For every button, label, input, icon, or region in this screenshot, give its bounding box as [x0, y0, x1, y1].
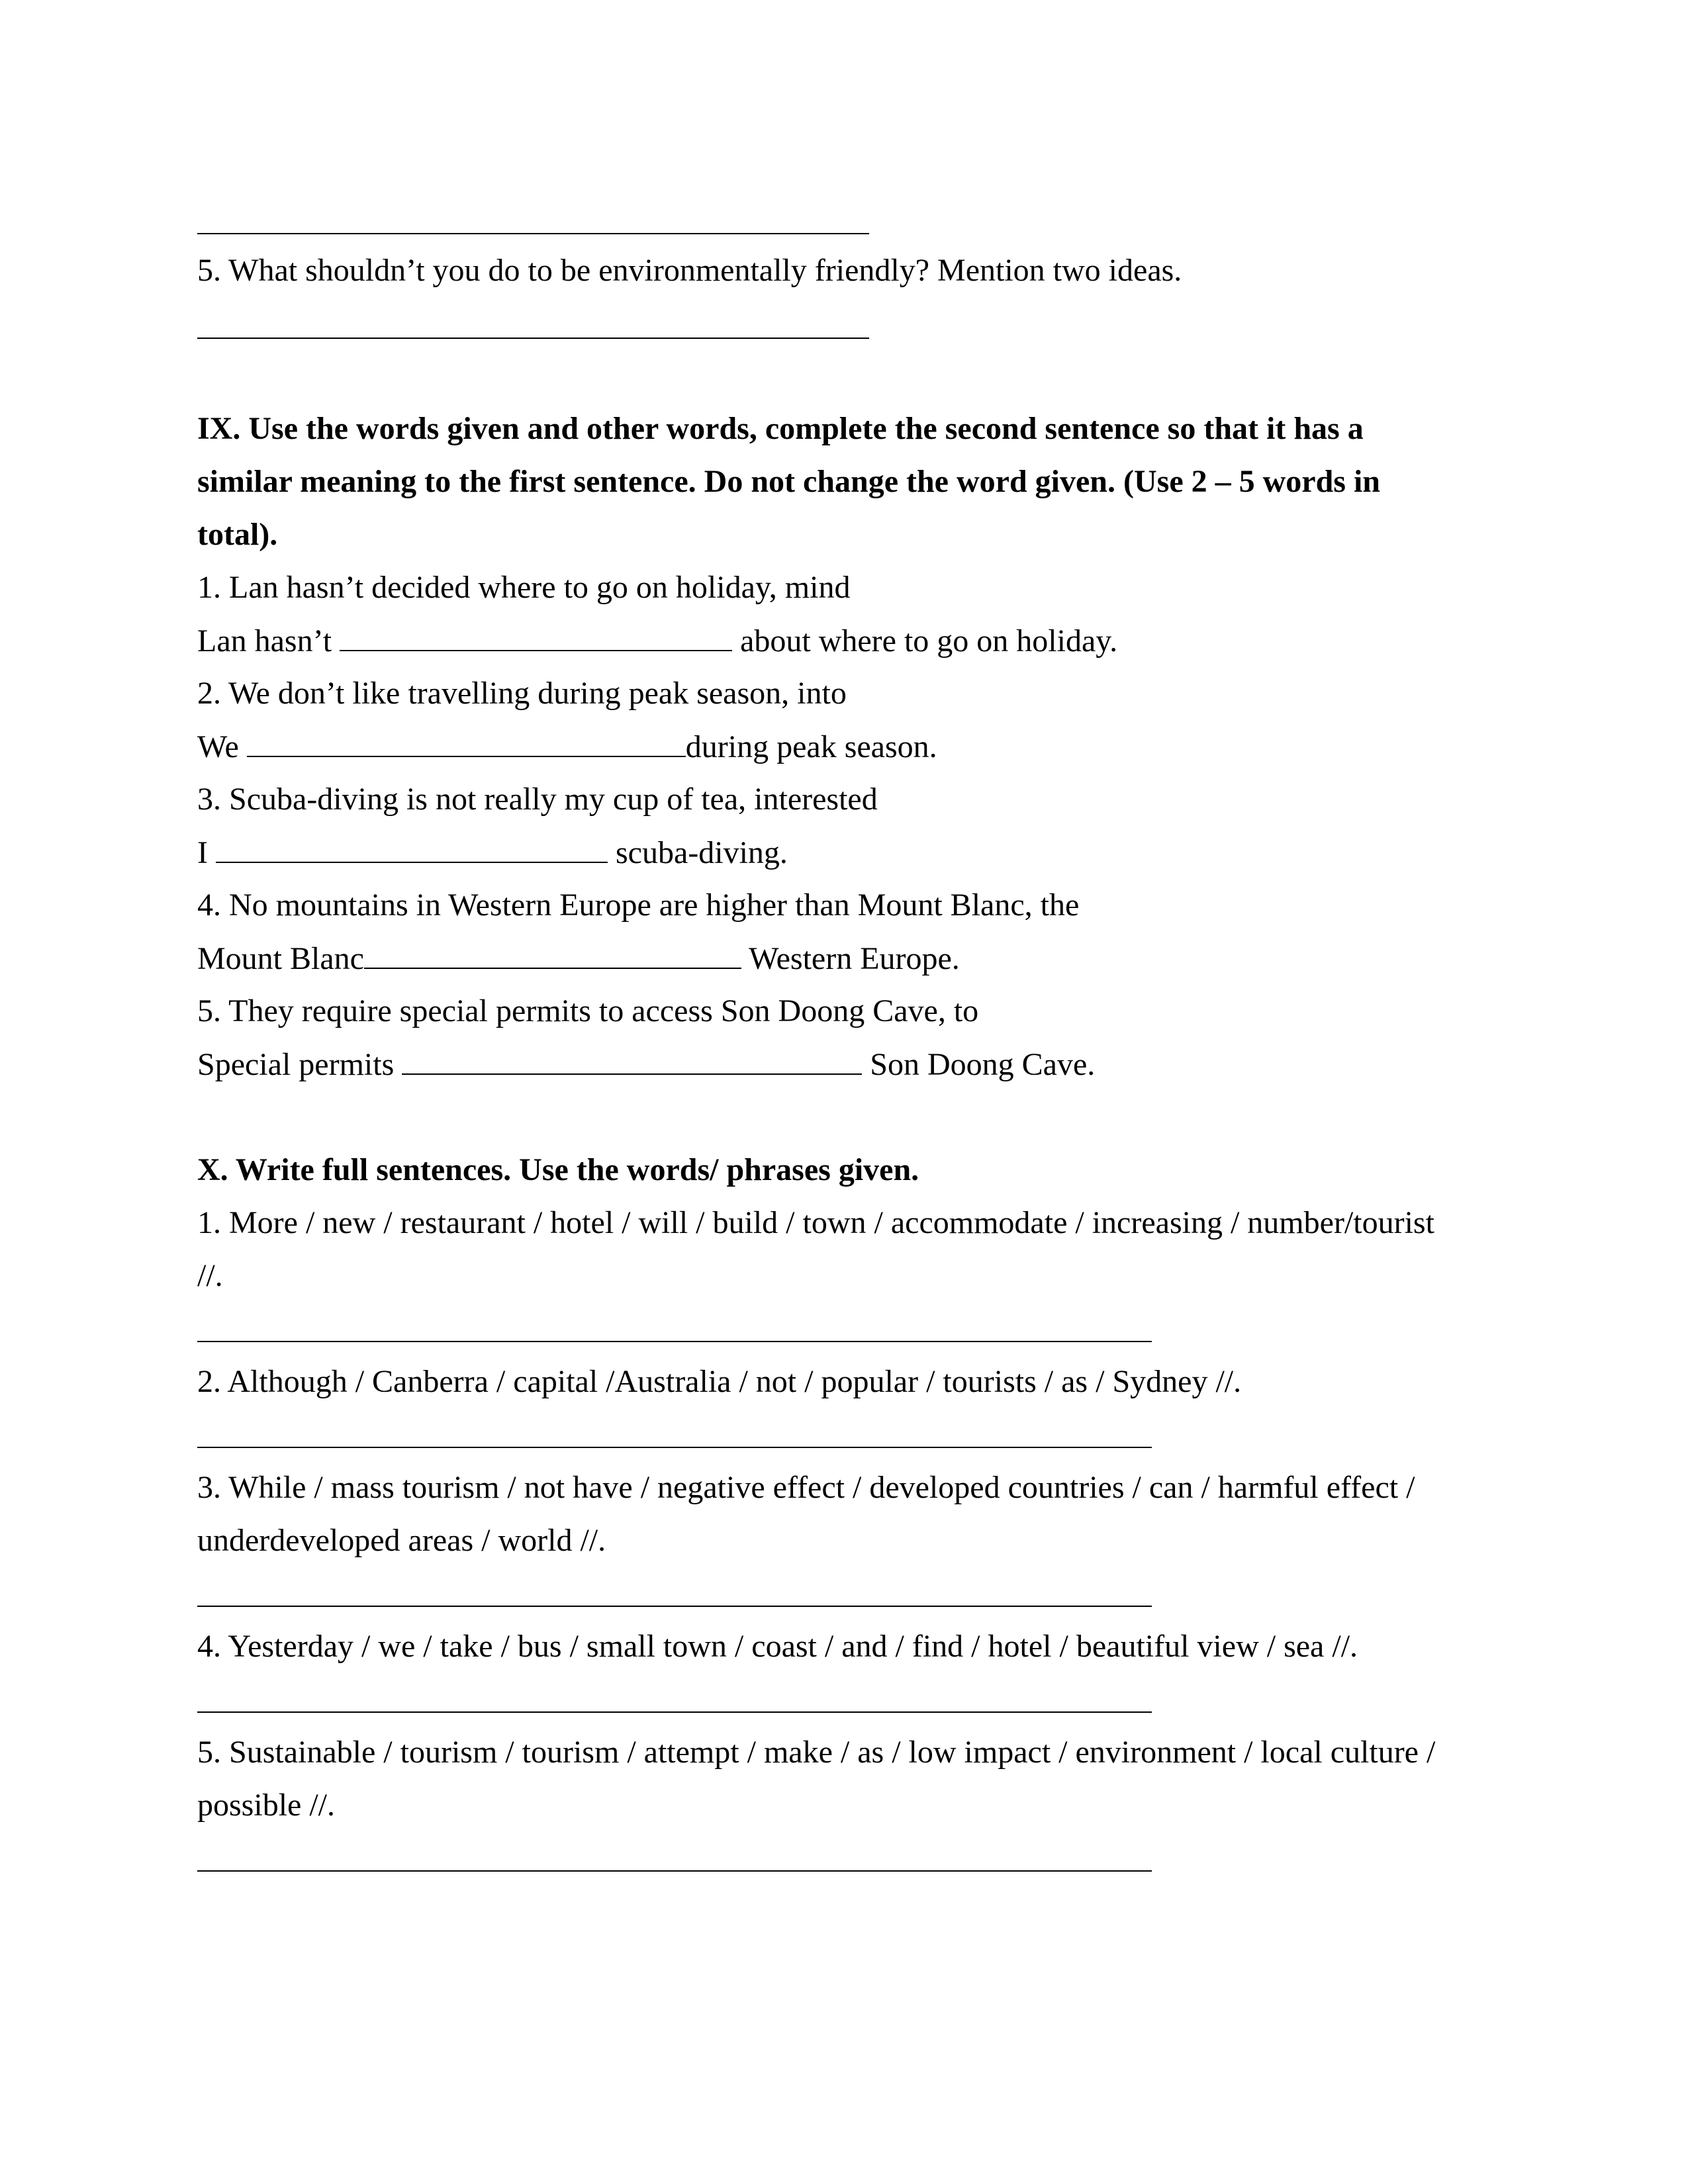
section-ix-heading-line3: total).	[197, 517, 278, 552]
ix-item-3-after: scuba-diving.	[607, 835, 788, 870]
ix-item-5-blank[interactable]	[402, 1048, 862, 1075]
x-item-2-line1: 2. Although / Canberra / capital /Australia / not / popular / tourists / as / Sydney //.	[197, 1364, 1242, 1399]
x-item-4-line1: 4. Yesterday / we / take / bus / small town / coast / and / find / hotel / beautiful view / sea //.	[197, 1629, 1358, 1664]
ix-item-5-before: Special permits	[197, 1047, 402, 1082]
ix-item-3-prompt: 3. Scuba-diving is not really my cup of tea, interested	[197, 782, 878, 817]
ix-item-2-blank[interactable]	[247, 731, 686, 757]
x-item-3-answer-line[interactable]	[197, 1606, 1152, 1607]
x-item-4-answer-line[interactable]	[197, 1711, 1152, 1713]
x-item-3-line2: underdeveloped areas / world //.	[197, 1523, 606, 1558]
ix-item-1-rewrite	[197, 625, 1117, 657]
ix-item-4-rewrite	[197, 942, 960, 975]
ix-item-4-after: Western Europe.	[741, 941, 960, 976]
x-item-1-line2: //.	[197, 1258, 223, 1293]
x-item-5-line2: possible //.	[197, 1788, 336, 1823]
ix-item-5-prompt: 5. They require special permits to access Son Doong Cave, to	[197, 993, 979, 1028]
ix-item-1-after: about where to go on holiday.	[732, 623, 1118, 659]
ix-item-3-blank[interactable]	[216, 837, 608, 863]
ix-item-2-prompt: 2. We don’t like travelling during peak season, into	[197, 676, 847, 711]
ix-item-4-prompt: 4. No mountains in Western Europe are higher than Mount Blanc, the	[197, 887, 1080, 923]
ix-item-1-before: Lan hasn’t	[197, 623, 340, 659]
ix-item-3-before: I	[197, 835, 216, 870]
x-item-2-answer-line[interactable]	[197, 1447, 1152, 1448]
x-item-5-line1: 5. Sustainable / tourism / tourism / attempt / make / as / low impact / environment / local culture /	[197, 1735, 1436, 1770]
x-item-1-answer-line[interactable]	[197, 1341, 1152, 1342]
section-ix-heading-line1: IX. Use the words given and other words, complete the second sentence so that it has a	[197, 411, 1364, 446]
ix-item-2-before: We	[197, 729, 247, 764]
question-5: 5. What shouldn’t you do to be environmentally friendly? Mention two ideas.	[197, 253, 1182, 288]
x-item-3-line1: 3. While / mass tourism / not have / negative effect / developed countries / can / harmful effect /	[197, 1470, 1415, 1505]
answer-line-q5[interactable]	[197, 338, 869, 339]
ix-item-4-before: Mount Blanc	[197, 941, 364, 976]
ix-item-2-rewrite	[197, 731, 937, 763]
ix-item-2-after: during peak season.	[685, 729, 937, 764]
ix-item-3-rewrite	[197, 837, 788, 869]
section-x-heading: X. Write full sentences. Use the words/ phrases given.	[197, 1152, 919, 1187]
ix-item-5-after: Son Doong Cave.	[862, 1047, 1096, 1082]
ix-item-4-blank[interactable]	[364, 942, 741, 969]
ix-item-1-blank[interactable]	[340, 625, 732, 651]
ix-item-1-prompt: 1. Lan hasn’t decided where to go on holiday, mind	[197, 570, 851, 605]
answer-line-q4[interactable]	[197, 233, 869, 234]
ix-item-5-rewrite	[197, 1048, 1095, 1081]
section-ix-heading-line2: similar meaning to the first sentence. Do not change the word given. (Use 2 – 5 words in	[197, 464, 1380, 499]
x-item-5-answer-line[interactable]	[197, 1870, 1152, 1872]
x-item-1-line1: 1. More / new / restaurant / hotel / will / build / town / accommodate / increasing / number/tourist	[197, 1205, 1434, 1240]
